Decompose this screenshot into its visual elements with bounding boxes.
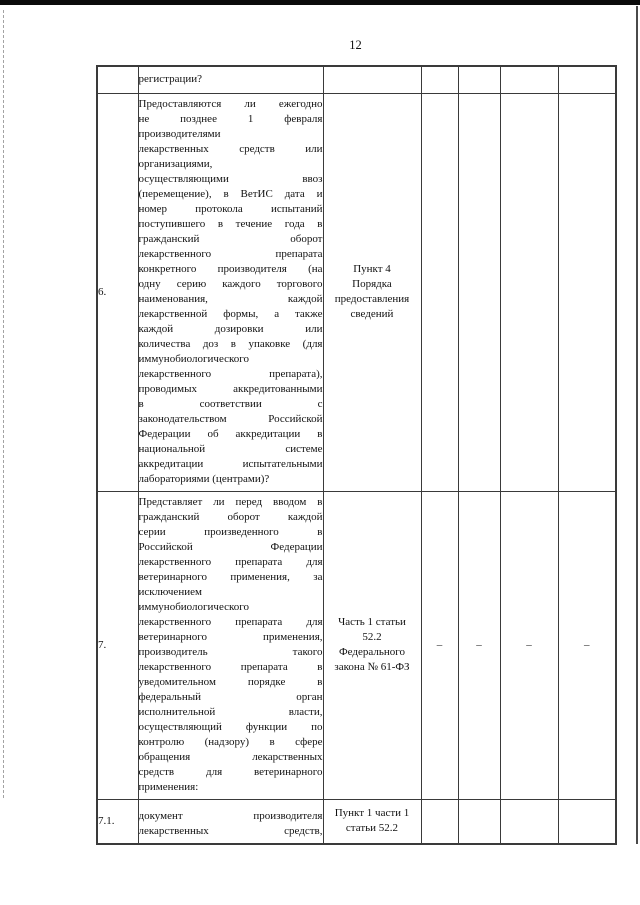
answer-cell: – (500, 491, 558, 799)
answer-cell (421, 93, 458, 491)
page-left-scan-edge (3, 10, 4, 798)
table-row-6 (97, 93, 616, 491)
answer-cell: – (458, 491, 500, 799)
question-cell: Предоставляются ли ежегодно не позднее 1 февраля производителями лекарственных средств или организациями, осуществляющими ввоз (перемещение), в ВетИС дата и номер протокола испытаний поступившего в течение года в гражданский оборот лекарственного препарата конкретного производителя (на одну серию каждого торгового наименования, каждой лекарственной формы, а также каждой дозировки или количества доз в упаковке (для иммунобиологического лекарственного препарата), проводимых аккредитованными в соответствии с законодательством Российской Федерации об аккредитации в национальной системе аккредитации испытательными лабораториями (центрами)? (138, 93, 323, 491)
question-cell: Представляет ли перед вводом в гражданский оборот каждой серии произведенного в Российской Федерации лекарственного препарата для ветеринарного применения, за исключением иммунобиологического лекарственного препарата для ветеринарного применения, производитель такого лекарственного препарата в уведомительном порядке в федеральный орган исполнительной власти, осуществляющий функции по контролю (надзору) в сфере обращения лекарственных средств для ветеринарного применения: (138, 491, 323, 799)
legal-ref-cell: Пункт 1 части 1 статьи 52.2 (323, 799, 421, 844)
legal-ref-cell: Часть 1 статьи 52.2 Федерального закона № 61-ФЗ (323, 491, 421, 799)
row-number-cell (97, 66, 138, 93)
answer-cell (421, 799, 458, 844)
table-row-7 (97, 491, 616, 799)
row-number-cell: 7. (97, 491, 138, 799)
answer-cell (500, 66, 558, 93)
answer-cell: – (421, 491, 458, 799)
table-row-continuation (97, 66, 616, 93)
answer-cell (500, 93, 558, 491)
compliance-checklist-table (96, 65, 617, 845)
answer-cell (458, 93, 500, 491)
question-cell: регистрации? (138, 66, 323, 93)
page-right-scan-edge (636, 6, 638, 844)
legal-ref-cell (323, 66, 421, 93)
answer-cell (421, 66, 458, 93)
row-number-cell: 6. (97, 93, 138, 491)
answer-cell (458, 66, 500, 93)
answer-cell (500, 799, 558, 844)
answer-cell (558, 93, 616, 491)
question-cell: документ производителя лекарственных средств, (138, 799, 323, 844)
answer-cell (558, 66, 616, 93)
answer-cell: – (558, 491, 616, 799)
answer-cell (558, 799, 616, 844)
row-number-cell: 7.1. (97, 799, 138, 844)
answer-cell (458, 799, 500, 844)
page-number: 12 (349, 38, 362, 52)
legal-ref-cell: Пункт 4 Порядка предоставления сведений (323, 93, 421, 491)
table-row-7-1 (97, 799, 616, 844)
page-top-scan-edge (0, 0, 640, 5)
